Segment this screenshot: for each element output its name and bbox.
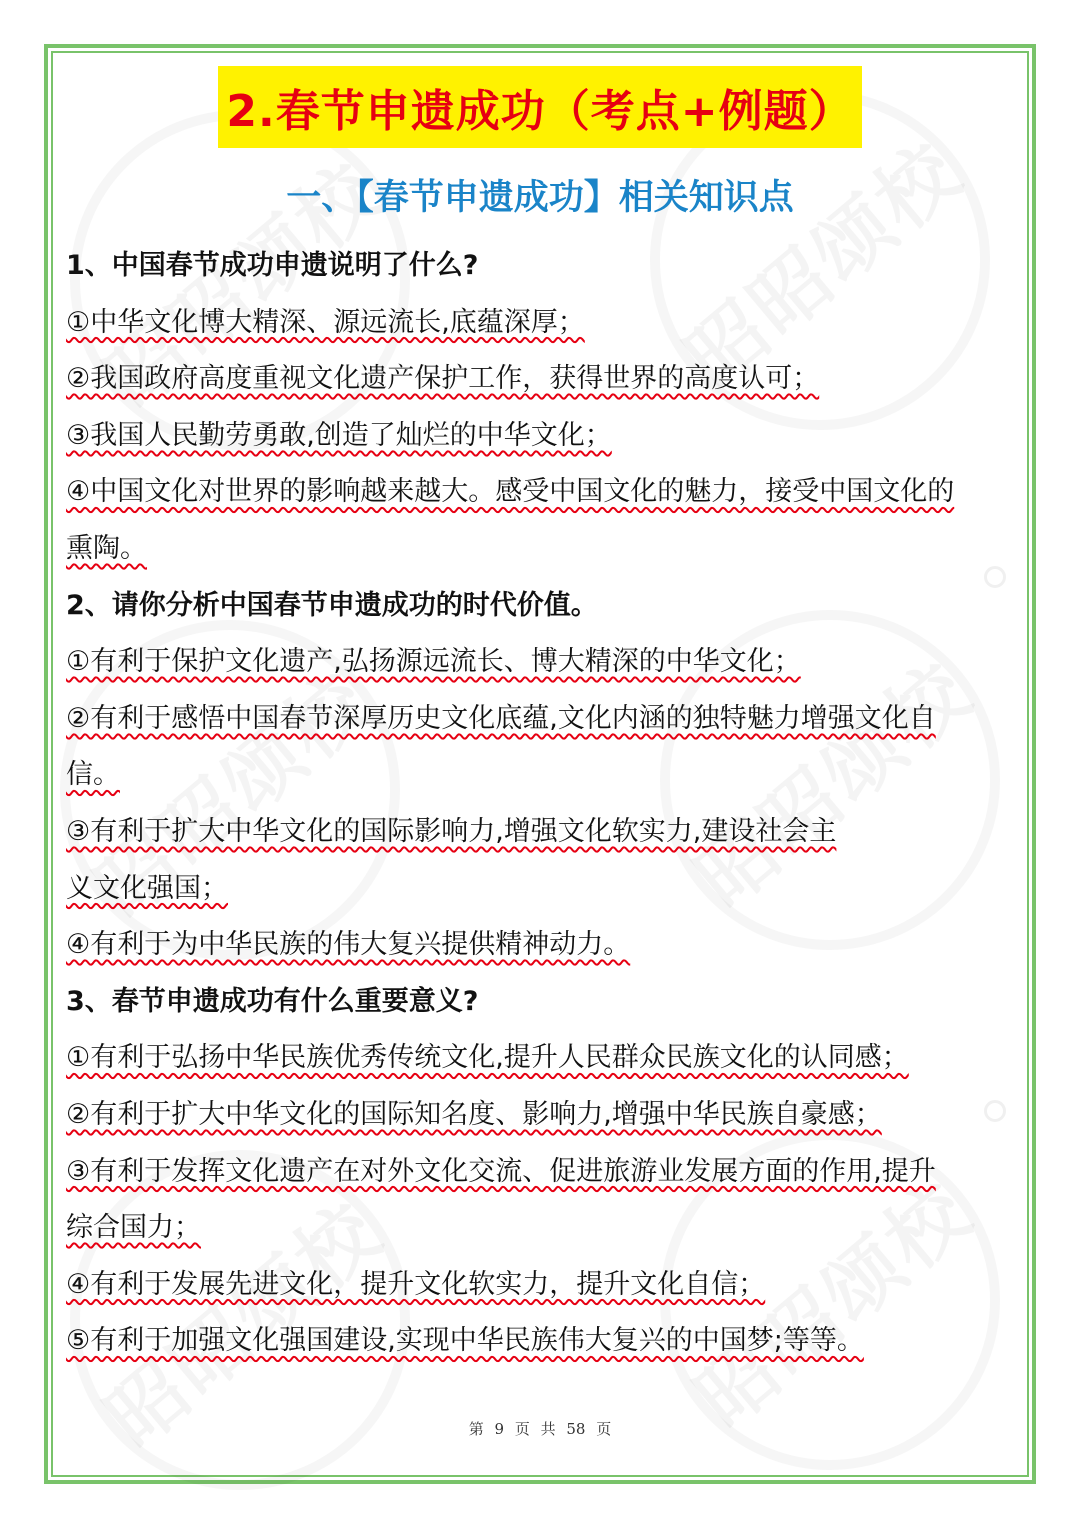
answer-line: ②有利于扩大中华文化的国际知名度、影响力,增强中华民族自豪感； (66, 1098, 882, 1130)
answer-line: ②有利于感悟中国春节深厚历史文化底蕴,文化内涵的独特魅力增强文化自 (66, 702, 936, 734)
answer-line: ①有利于弘扬中华民族优秀传统文化,提升人民群众民族文化的认同感； (66, 1042, 909, 1074)
page-number: 第 9 页 共 58 页 (468, 1420, 612, 1438)
answer-line: 信。 (66, 759, 120, 791)
answer-line: ③我国人民勤劳勇敢,创造了灿烂的中华文化； (66, 419, 612, 451)
answer-line: ①有利于保护文化遗产,弘扬源远流长、博大精深的中华文化； (66, 646, 801, 678)
title-banner (218, 66, 862, 148)
answer-line: ③有利于扩大中华文化的国际影响力,增强文化软实力,建设社会主 (66, 815, 837, 847)
question-heading: 1、中国春节成功申遗说明了什么? (66, 250, 479, 281)
answer-line: ②我国政府高度重视文化遗产保护工作，获得世界的高度认可； (66, 363, 820, 395)
answer-line: ④中国文化对世界的影响越来越大。感受中国文化的魅力，接受中国文化的 (66, 476, 955, 508)
content (66, 238, 1018, 1370)
answer-line: 义文化强国； (66, 872, 228, 904)
answer-line: ⑤有利于加强文化强国建设,实现中华民族伟大复兴的中国梦;等等。 (66, 1325, 864, 1357)
answer-line: ①中华文化博大精深、源远流长,底蕴深厚； (66, 306, 585, 338)
answer-line: 综合国力； (66, 1212, 201, 1244)
answer-line: ③有利于发挥文化遗产在对外文化交流、促进旅游业发展方面的作用,提升 (66, 1155, 936, 1187)
answer-line: 熏陶。 (66, 532, 147, 564)
question-heading: 2、请你分析中国春节申遗成功的时代价值。 (66, 589, 598, 621)
question-heading: 3、春节申遗成功有什么重要意义? (66, 985, 479, 1017)
page-title: 2.春节申遗成功（考点+例题） (226, 86, 854, 137)
answer-line: ④有利于发展先进文化，提升文化软实力，提升文化自信； (66, 1268, 766, 1300)
answer-line: ④有利于为中华民族的伟大复兴提供精神动力。 (66, 929, 631, 961)
section-heading: 一、【春节申遗成功】相关知识点 (286, 178, 794, 218)
